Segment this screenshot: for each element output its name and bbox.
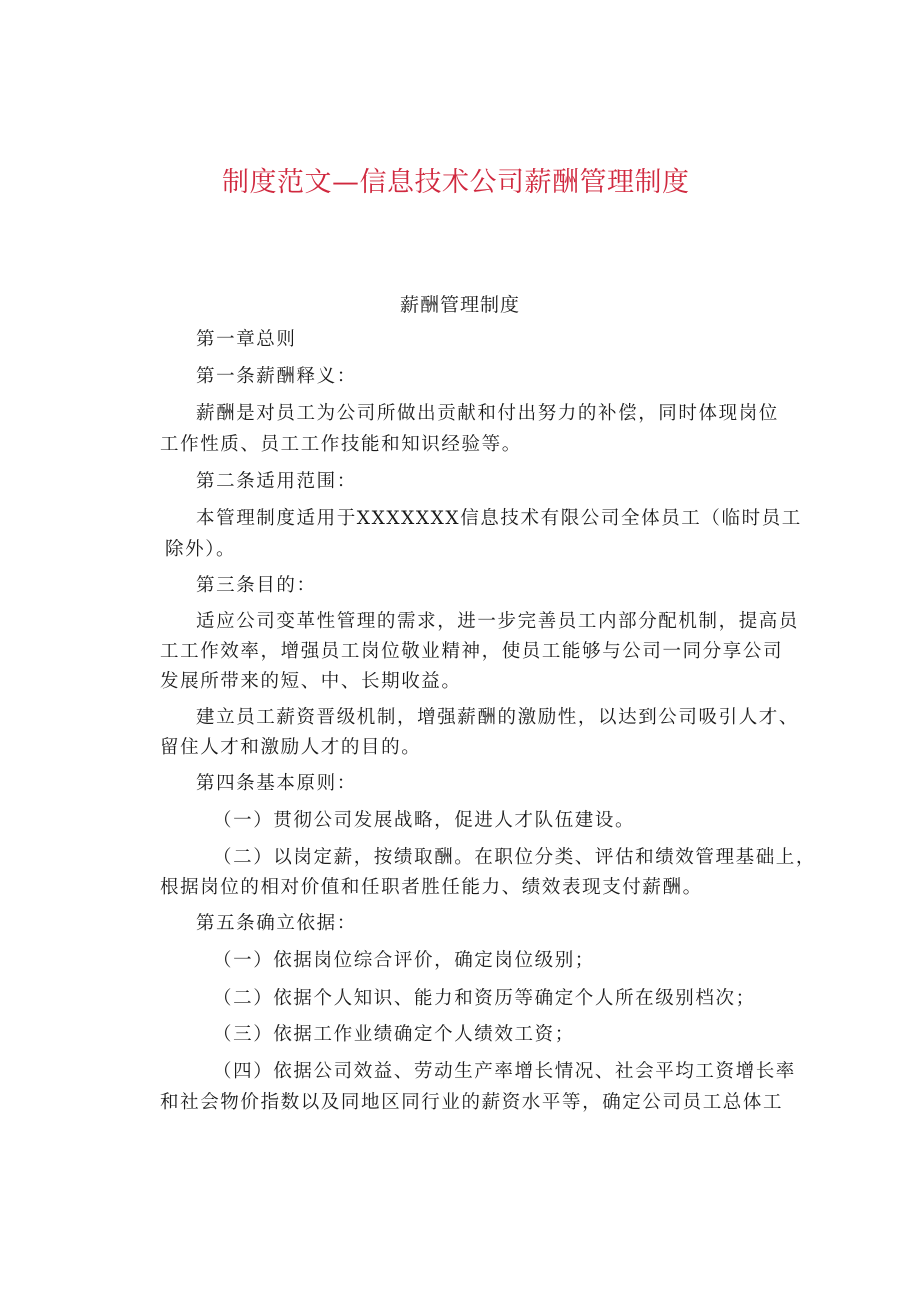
- paragraph-line: 工作性质、员工工作技能和知识经验等。: [160, 434, 522, 455]
- list-item: （二）依据个人知识、能力和资历等确定个人所在级别档次；: [213, 988, 756, 1009]
- paragraph-line: 薪酬是对员工为公司所做出贡献和付出努力的补偿，同时体现岗位: [196, 403, 779, 424]
- article-heading: 第三条目的：: [196, 575, 317, 596]
- paragraph-line: 适应公司变革性管理的需求，进一步完善员工内部分配机制，提高员: [196, 611, 800, 632]
- list-item: （四）依据公司效益、劳动生产率增长情况、社会平均工资增长率: [213, 1061, 796, 1082]
- article-heading: 第四条基本原则：: [196, 773, 357, 794]
- paragraph-line: 留住人才和激励人才的目的。: [160, 737, 422, 758]
- list-item: （二）以岗定薪，按绩取酬。在职位分类、评估和绩效管理基础上，: [213, 847, 817, 868]
- paragraph-line: 根据岗位的相对价值和任职者胜任能力、绩效表现支付薪酬。: [160, 877, 703, 898]
- article-heading: 第五条确立依据：: [196, 913, 357, 934]
- paragraph-line: 本管理制度适用于XXXXXXX信息技术有限公司全体员工（临时员工: [196, 508, 802, 529]
- list-item: （一）贯彻公司发展战略，促进人才队伍建设。: [213, 810, 636, 831]
- article-heading: 第二条适用范围：: [196, 471, 357, 492]
- paragraph-line: 除外）。: [165, 539, 237, 560]
- document-title: 制度范文—信息技术公司薪酬管理制度: [222, 167, 690, 198]
- list-item: （一）依据岗位综合评价，确定岗位级别；: [213, 950, 595, 971]
- paragraph-line: 和社会物价指数以及同地区同行业的薪资水平等，确定公司员工总体工: [160, 1092, 784, 1113]
- paragraph-line: 发展所带来的短、中、长期收益。: [160, 671, 462, 692]
- chapter-heading: 第一章总则: [196, 329, 297, 350]
- article-heading: 第一条薪酬释义：: [196, 366, 357, 387]
- section-title: 薪酬管理制度: [399, 294, 520, 316]
- paragraph-line: 工工作效率，增强员工岗位敬业精神，使员工能够与公司一同分享公司: [160, 641, 784, 662]
- list-item: （三）依据工作业绩确定个人绩效工资；: [213, 1024, 575, 1045]
- paragraph-line: 建立员工薪资晋级机制，增强薪酬的激励性，以达到公司吸引人才、: [196, 707, 800, 728]
